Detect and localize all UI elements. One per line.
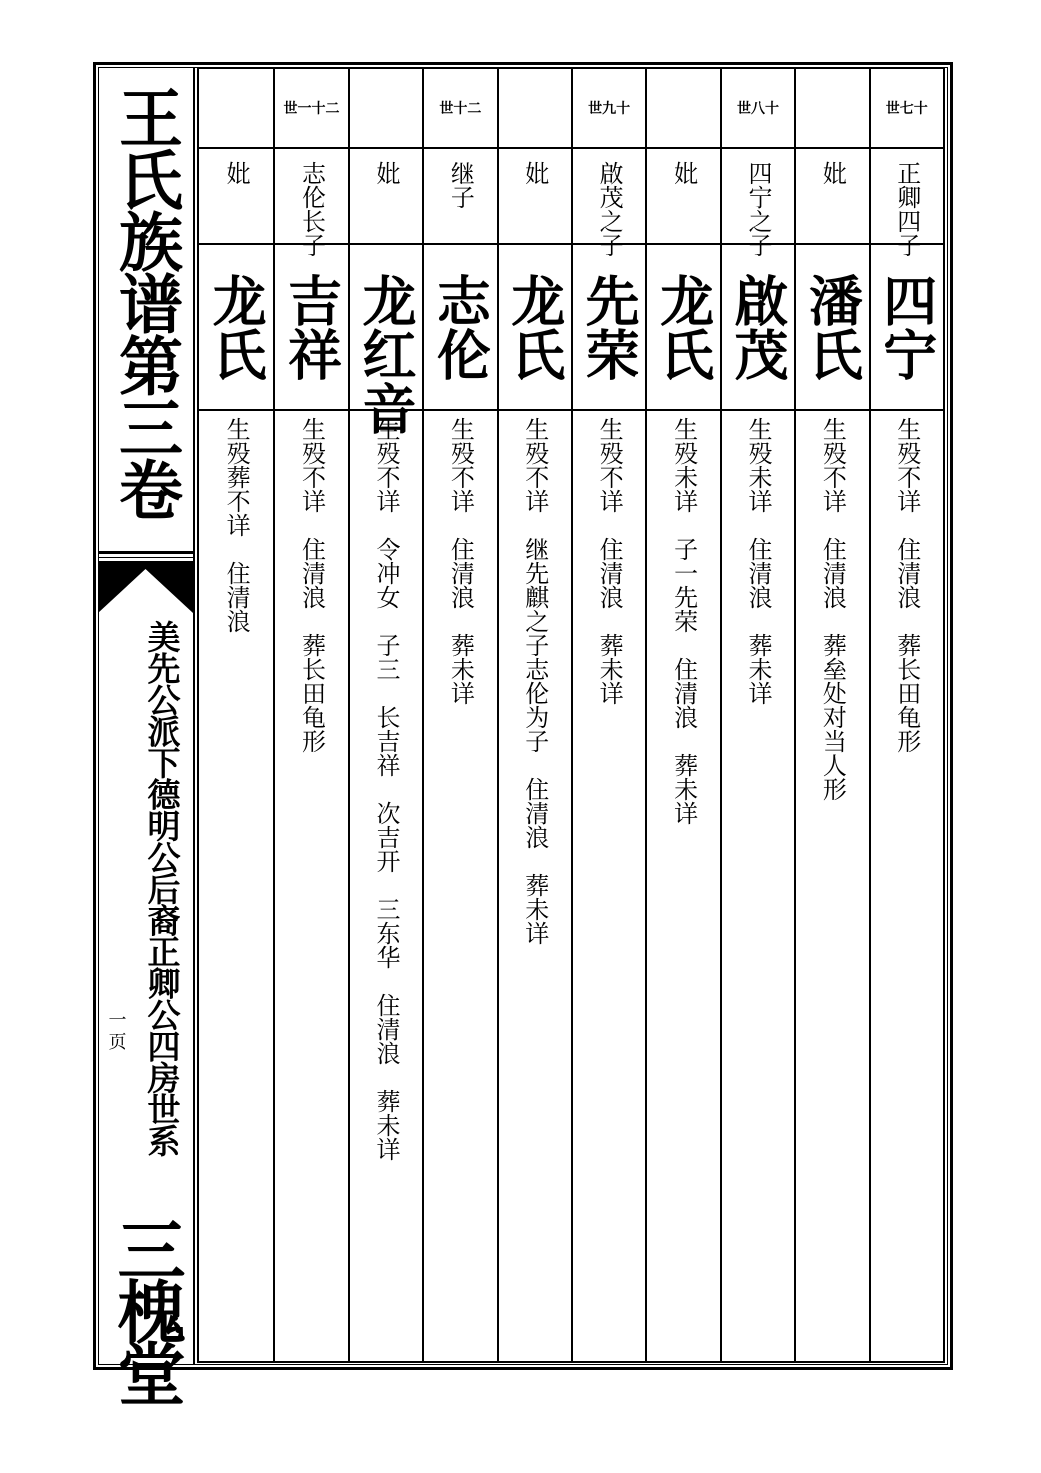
title-divider: [98, 551, 193, 554]
generation-column: [273, 69, 347, 1361]
person-name: 龙氏: [651, 273, 716, 381]
generation-label: 世八十: [722, 69, 794, 149]
person-note: 生殁不详 令冲女 子三 长吉祥 次吉开 三东华 住清浪 葬未详: [371, 417, 400, 1161]
generation-column: [720, 69, 794, 1361]
page-number: 一页: [105, 1010, 127, 1054]
genealogy-grid: [197, 67, 945, 1363]
generation-label: [350, 69, 422, 149]
person-note: 生殁葬不详 住清浪: [222, 417, 251, 633]
lineage-subtitle: 美先公派下德明公后裔正卿公四房世系: [142, 620, 182, 1156]
person-name: 四宁: [874, 273, 939, 381]
person-name: 啟茂: [725, 273, 790, 381]
person-note: 生殁不详 住清浪 葬长田龟形: [297, 417, 326, 753]
person-note: 生殁不详 住清浪 葬未详: [595, 417, 624, 705]
hall-name-text: 三槐堂: [106, 1215, 186, 1401]
generation-column: [199, 69, 273, 1361]
book-title: [98, 85, 193, 519]
generation-label: [796, 69, 868, 149]
person-name: 志伦: [428, 273, 493, 381]
relation-text: 妣: [669, 161, 698, 185]
person-note: 生殁不详 住清浪 葬未详: [446, 417, 475, 705]
person-note: 生殁未详 住清浪 葬未详: [743, 417, 772, 705]
fish-tail-ornament: [98, 561, 193, 613]
person-name: 吉祥: [279, 273, 344, 381]
title-column: [98, 67, 195, 1401]
book-title-text: 王氏族谱第三卷: [108, 85, 183, 519]
generation-column: [422, 69, 496, 1361]
generation-label: 世十二: [424, 69, 496, 149]
generation-label: [199, 69, 273, 149]
generation-column: [348, 69, 422, 1361]
relation-text: 四宁之子: [743, 161, 772, 257]
subtitle-block: [98, 620, 193, 1156]
person-name: 龙氏: [502, 273, 567, 381]
relation-text: 继子: [446, 161, 475, 209]
relation-text: 妣: [222, 161, 251, 185]
generation-label: [499, 69, 571, 149]
relation-text: 妣: [520, 161, 549, 185]
generation-column: [794, 69, 868, 1361]
relation-text: 妣: [818, 161, 847, 185]
generation-column: [571, 69, 645, 1361]
person-note: 生殁不详 住清浪 葬垒处对当人形: [818, 417, 847, 801]
generation-column: [869, 69, 943, 1361]
relation-text: 啟茂之子: [595, 161, 624, 257]
hall-name: [98, 1215, 193, 1401]
person-note: 生殁不详 住清浪 葬长田龟形: [892, 417, 921, 753]
relation-text: 志伦长子: [297, 161, 326, 257]
generation-label: 世七十: [871, 69, 943, 149]
person-note: 生殁未详 子一先荣 住清浪 葬未详: [669, 417, 698, 825]
person-name: 先荣: [577, 273, 642, 381]
generation-column: [645, 69, 719, 1361]
generation-label: 世一十二: [275, 69, 347, 149]
generation-label: 世九十: [573, 69, 645, 149]
person-note: 生殁不详 继先麒之子志伦为子 住清浪 葬未详: [520, 417, 549, 945]
person-name: 龙氏: [204, 273, 269, 381]
title-divider-thin: [98, 557, 193, 558]
person-name: 潘氏: [800, 273, 865, 381]
relation-text: 正卿四子: [892, 161, 921, 257]
generation-label: [647, 69, 719, 149]
generation-column: [497, 69, 571, 1361]
relation-text: 妣: [371, 161, 400, 185]
person-name: 龙红音: [353, 273, 418, 435]
